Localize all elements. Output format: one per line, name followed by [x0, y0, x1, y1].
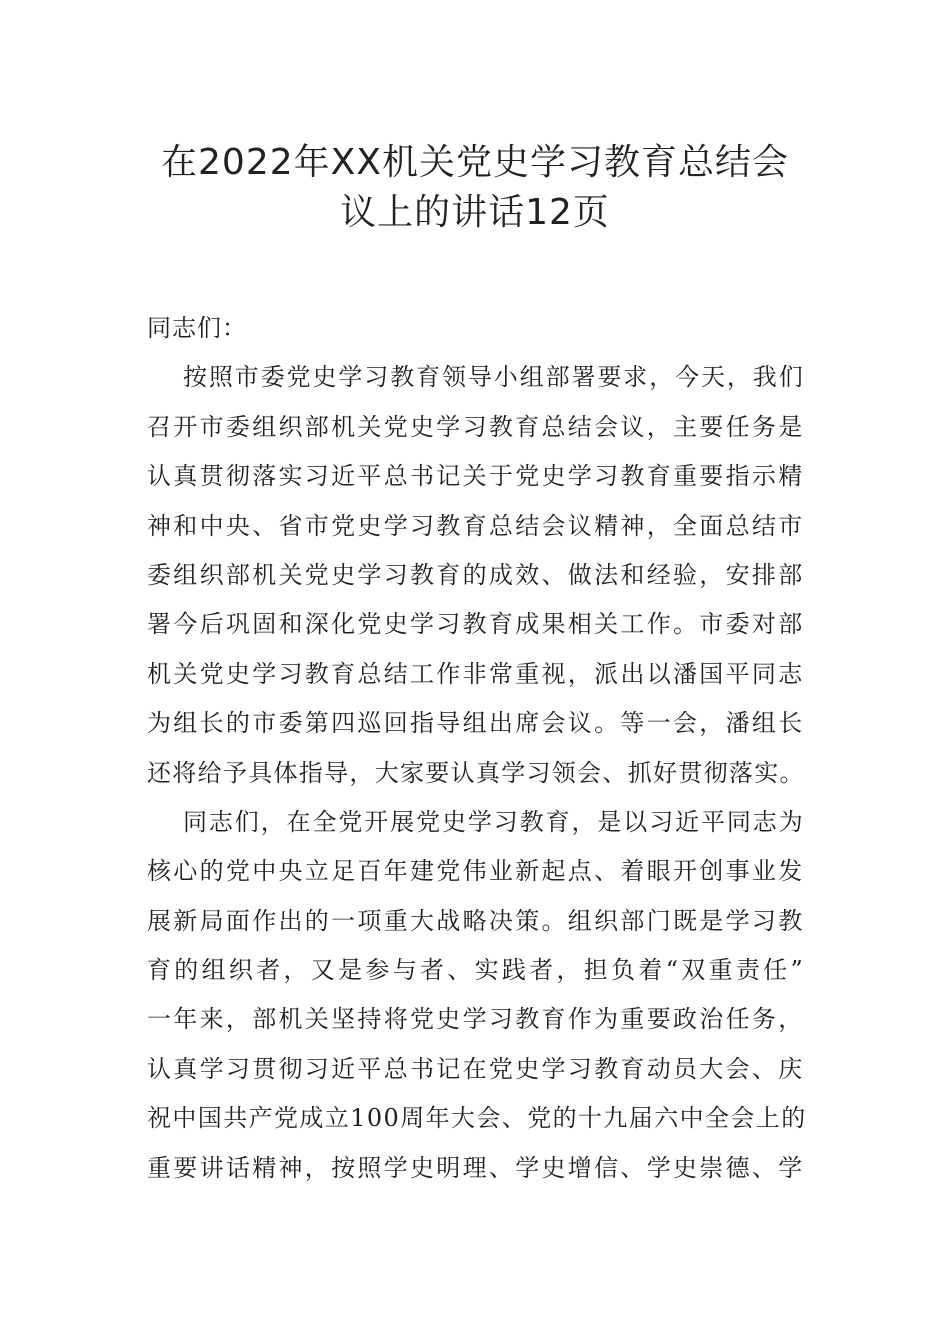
paragraph-line: 展新局面作出的一项重大战略决策。组织部门既是学习教: [147, 906, 805, 935]
paragraph-line: 同志们，在全党开展党史学习教育，是以习近平同志为: [183, 807, 805, 836]
paragraph-line: 一年来，部机关坚持将党史学习教育作为重要政治任务，: [147, 1005, 805, 1034]
paragraph-line: 委组织部机关党史学习教育的成效、做法和经验，安排部: [147, 560, 805, 589]
paragraph-line: 育的组织者，又是参与者、实践者，担负着“双重责任”: [147, 956, 807, 985]
paragraph-line: 神和中央、省市党史学习教育总结会议精神，全面总结市: [147, 511, 805, 540]
paragraph-line: 核心的党中央立足百年建党伟业新起点、着眼开创事业发: [147, 857, 805, 886]
document-body: [147, 304, 807, 1193]
paragraph-line: 祝中国共产党成立100周年大会、党的十九届六中全会上的: [147, 1104, 807, 1133]
paragraph-line: 署今后巩固和深化党史学习教育成果相关工作。市委对部: [147, 610, 805, 639]
paragraph-line: 认真学习贯彻习近平总书记在党史学习教育动员大会、庆: [147, 1054, 805, 1083]
paragraph-line: 召开市委组织部机关党史学习教育总结会议，主要任务是: [147, 412, 805, 441]
paragraph-line: 机关党史学习教育总结工作非常重视，派出以潘国平同志: [147, 659, 805, 688]
paragraph-2: [147, 798, 807, 1193]
paragraph-line: 还将给予具体指导，大家要认真学习领会、抓好贯彻落实。: [147, 758, 805, 787]
title-line-1: 在2022年XX机关党史学习教育总结会: [161, 142, 789, 183]
document-title: [120, 138, 830, 238]
title-line-2: 议上的讲话12页: [340, 192, 610, 233]
paragraph-line: 为组长的市委第四巡回指导组出席会议。等一会，潘组长: [147, 709, 805, 738]
paragraph-line: 按照市委党史学习教育领导小组部署要求，今天，我们: [183, 363, 805, 392]
paragraph-line: 重要讲话精神，按照学史明理、学史增信、学史崇德、学: [147, 1153, 805, 1182]
greeting: 同志们：: [147, 314, 247, 342]
paragraph-line: 认真贯彻落实习近平总书记关于党史学习教育重要指示精: [147, 462, 805, 491]
paragraph-1: [147, 353, 807, 798]
